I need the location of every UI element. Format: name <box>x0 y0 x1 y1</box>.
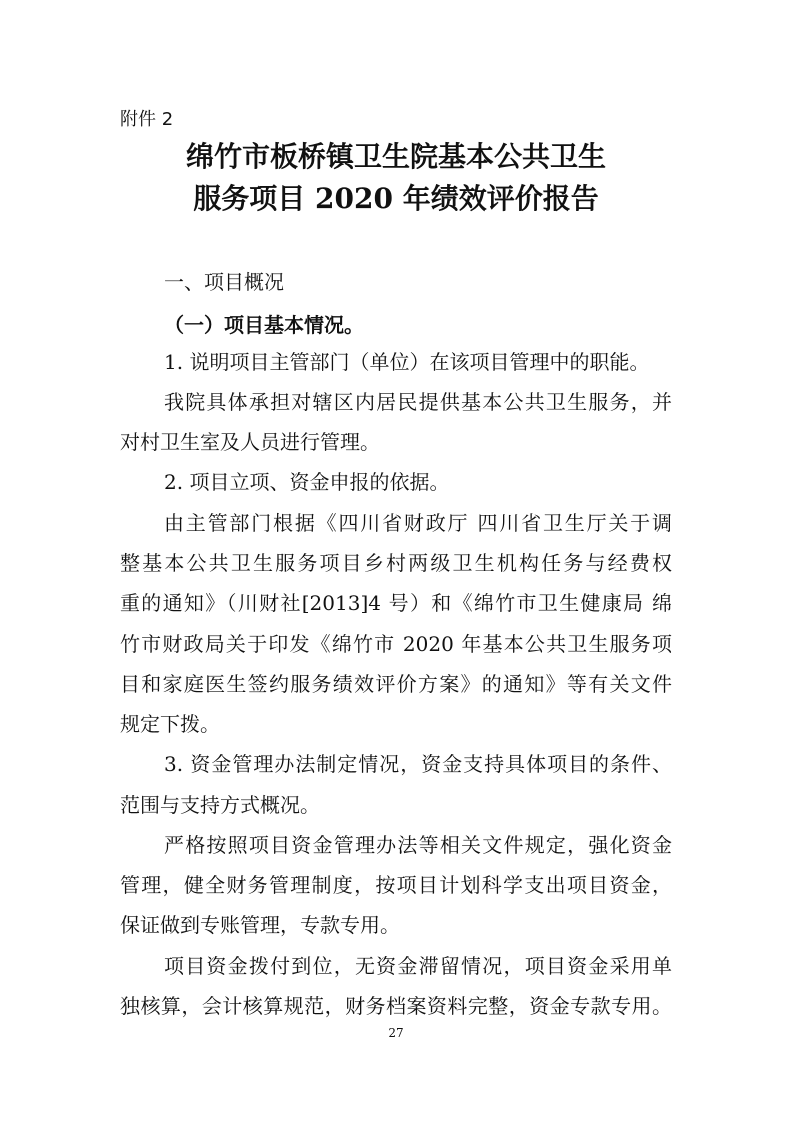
paragraph-line: 对村卫生室及人员进行管理。 <box>120 430 380 454</box>
paragraph-line: 3. 资金管理办法制定情况，资金支持具体项目的条件、 <box>164 752 672 776</box>
paragraph-line: 严格按照项目资金管理办法等相关文件规定，强化资金 <box>164 833 672 857</box>
paragraph-line: 项目资金拨付到位，无资金滞留情况，项目资金采用单 <box>164 954 672 978</box>
paragraph-line: 竹市财政局关于印发《绵竹市 2020 年基本公共卫生服务项 <box>120 632 672 656</box>
paragraph-line: 管理，健全财务管理制度，按项目计划科学支出项目资金， <box>120 873 672 897</box>
paragraph-line: 我院具体承担对辖区内居民提供基本公共卫生服务，并 <box>164 390 672 414</box>
paragraph-line: 独核算，会计核算规范，财务档案资料完整，资金专款专用。 <box>120 994 672 1018</box>
paragraph-line: 由主管部门根据《四川省财政厅 四川省卫生厅关于调 <box>164 511 672 535</box>
section-heading-2: （一）项目基本情况。 <box>164 313 364 337</box>
page-number: 27 <box>388 1026 404 1040</box>
paragraph-line: 目和家庭医生签约服务绩效评价方案》的通知》等有关文件 <box>120 672 672 696</box>
paragraph-line: 1. 说明项目主管部门（单位）在该项目管理中的职能。 <box>164 350 650 374</box>
section-heading-1: 一、项目概况 <box>164 270 284 294</box>
paragraph-line: 范围与支持方式概况。 <box>120 793 320 817</box>
paragraph-line: 重的通知》（川财社[2013]4 号）和《绵竹市卫生健康局 绵 <box>120 591 672 615</box>
paragraph-line: 整基本公共卫生服务项目乡村两级卫生机构任务与经费权 <box>120 551 672 575</box>
document-title-line-1: 绵竹市板桥镇卫生院基本公共卫生 <box>185 140 606 173</box>
attachment-label: 附件 2 <box>120 109 174 130</box>
document-title-line-2: 服务项目 2020 年绩效评价报告 <box>193 182 599 215</box>
paragraph-line: 2. 项目立项、资金申报的依据。 <box>164 470 450 494</box>
paragraph-line: 保证做到专账管理，专款专用。 <box>120 913 400 937</box>
paragraph-line: 规定下拨。 <box>120 712 220 736</box>
